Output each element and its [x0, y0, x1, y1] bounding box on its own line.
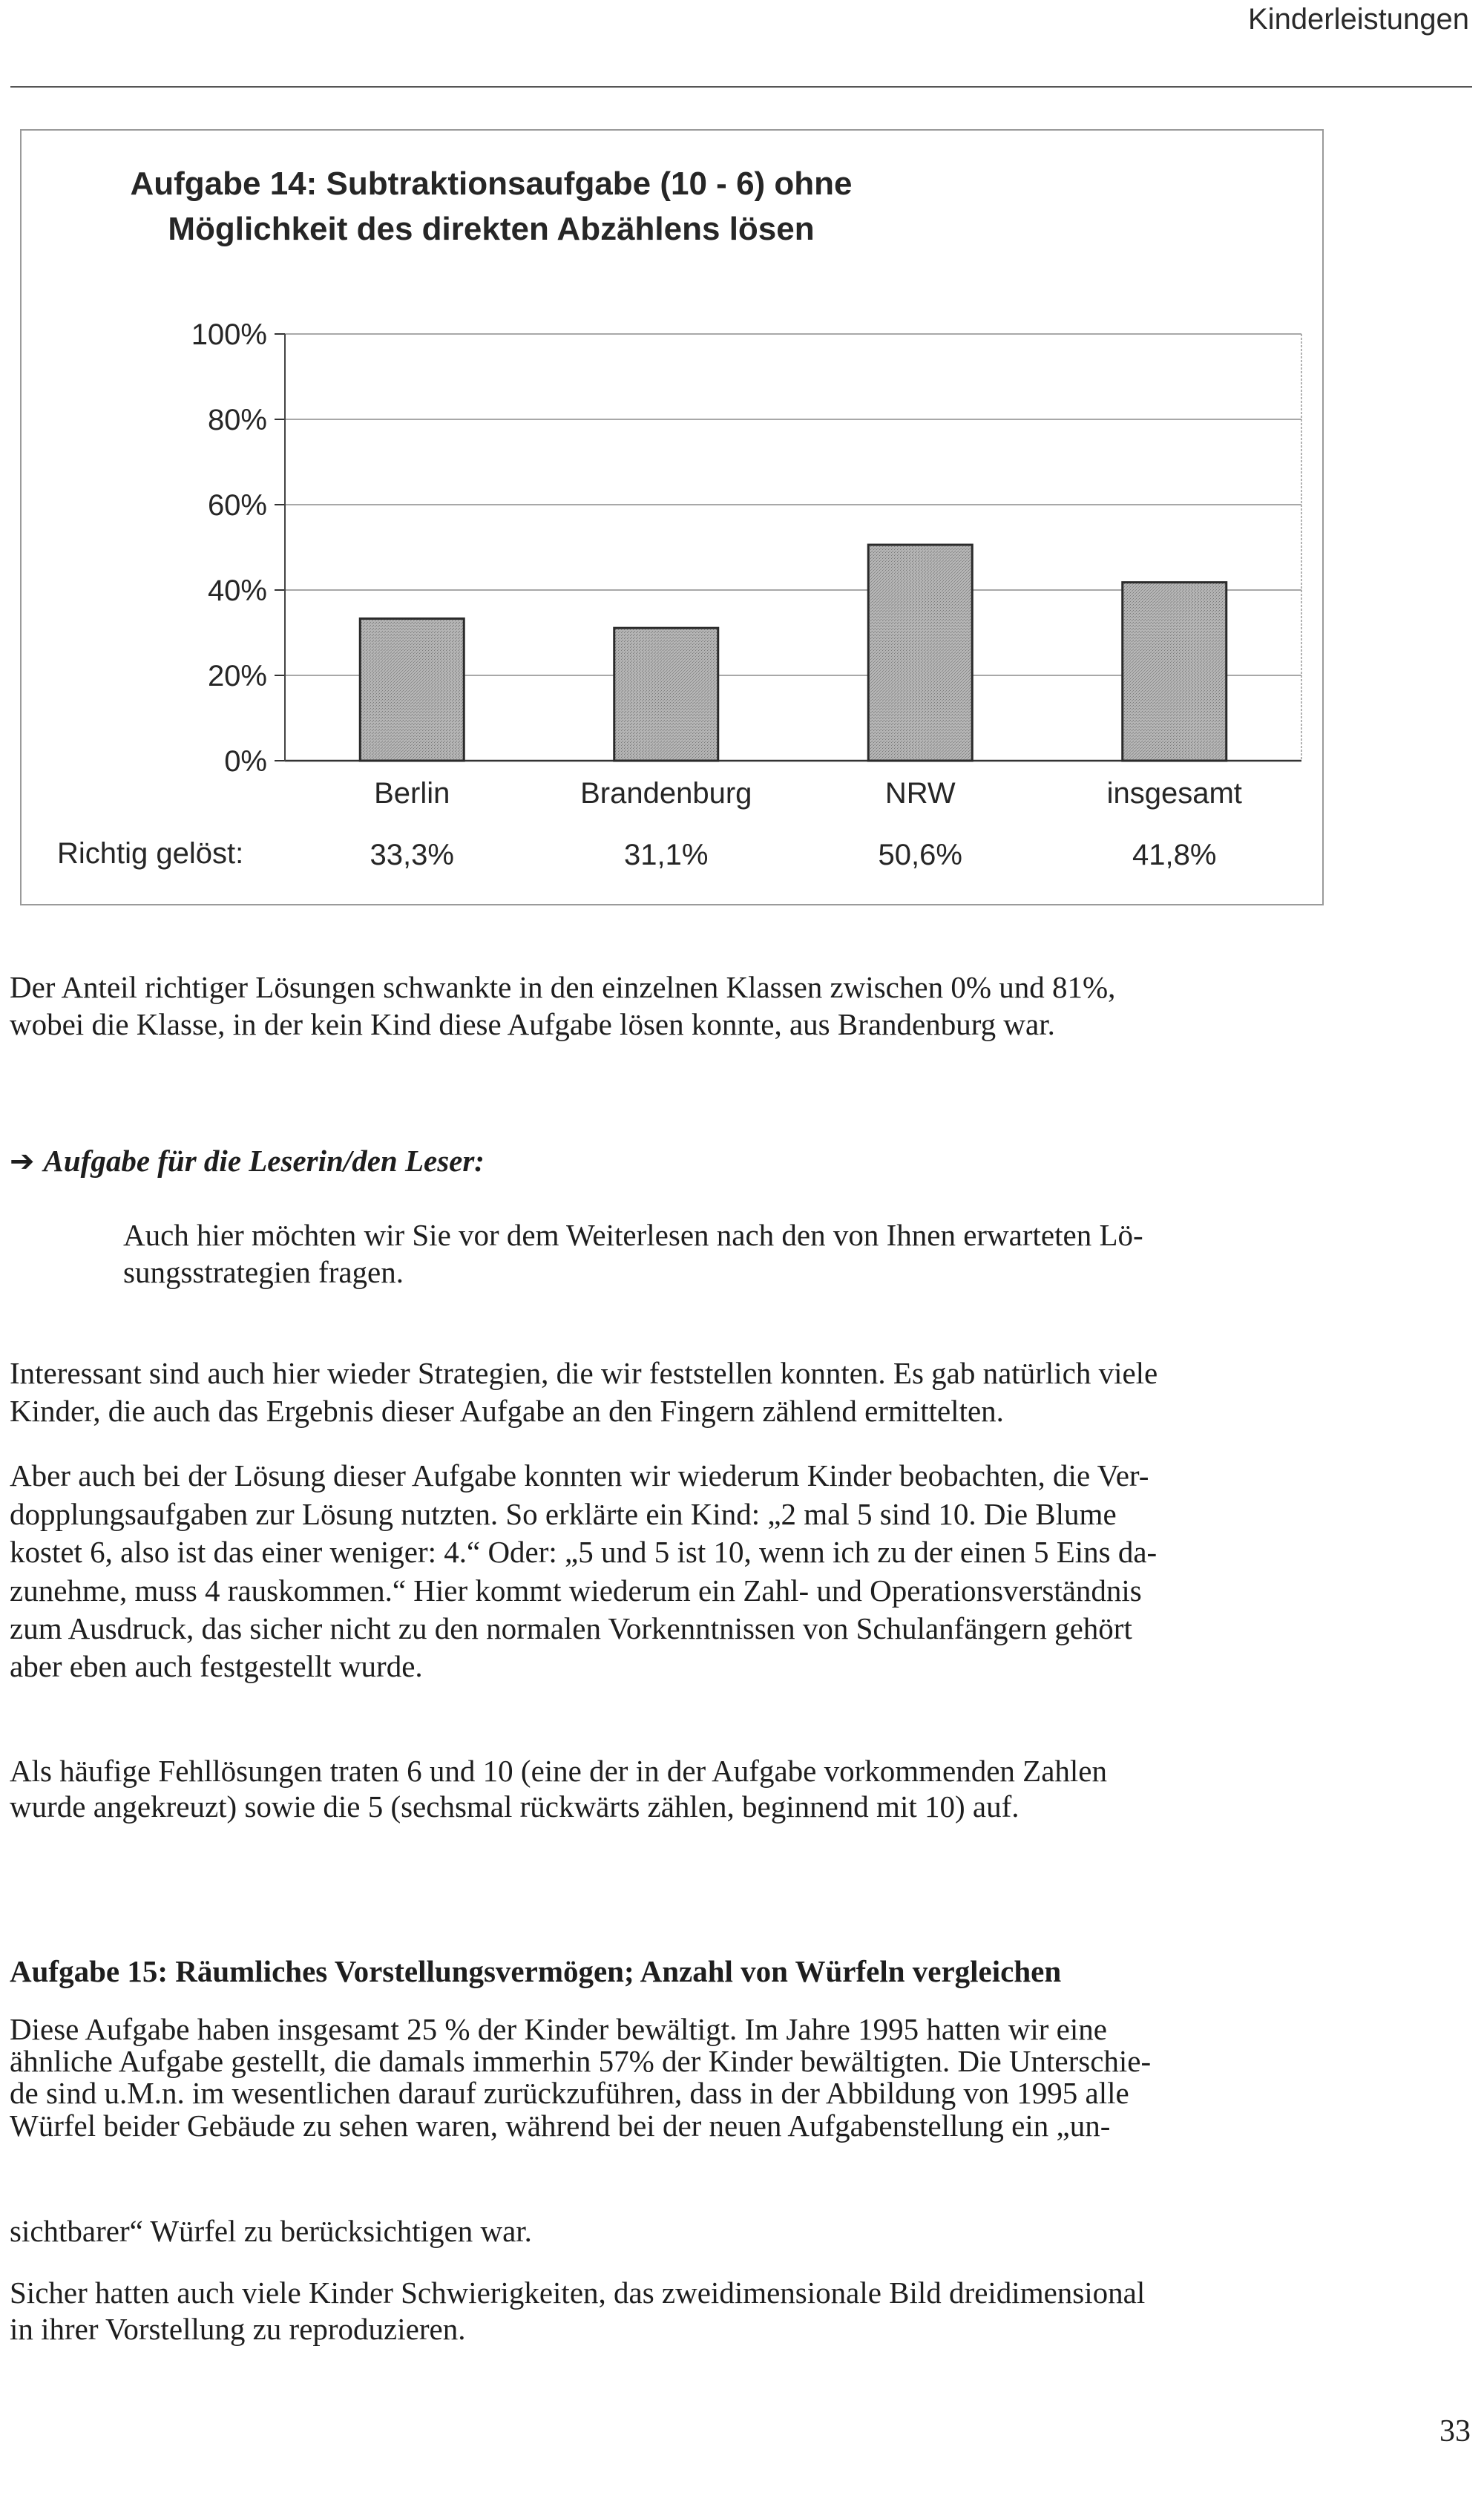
paragraph-5-line: de sind u.M.n. im wesentlichen darauf zurückzuführen, dass in der Abbildung von 1995 alle [10, 2076, 1129, 2110]
category-label: Brandenburg [580, 777, 752, 810]
paragraph-5-line: ähnliche Aufgabe gestellt, die damals immerhin 57% der Kinder bewältigten. Die Unterschie- [10, 2044, 1152, 2078]
reader-task-heading [10, 1143, 485, 1179]
category-label: NRW [884, 777, 956, 810]
header-divider [10, 86, 1472, 88]
chart-frame [20, 129, 1324, 905]
paragraph-4-line: wurde angekreuzt) sowie die 5 (sechsmal rückwärts zählen, beginnend mit 10) auf. [10, 1789, 1020, 1824]
value-label: 41,8% [1132, 839, 1217, 871]
section-heading: Aufgabe 15: Räumliches Vorstellungsvermögen; Anzahl von Würfeln vergleichen [10, 1954, 1062, 1988]
category-label: Berlin [374, 777, 450, 810]
y-tick-label: 20% [207, 660, 267, 692]
bar-berlin [360, 619, 464, 761]
paragraph-3-line: zunehme, muss 4 rauskommen.“ Hier kommt wiederum ein Zahl- und Operationsverständnis [10, 1573, 1142, 1608]
value-label: 33,3% [370, 839, 454, 871]
paragraph-2-line: Kinder, die auch das Ergebnis dieser Aufgabe an den Fingern zählend ermittelten. [10, 1394, 1004, 1428]
bar-insgesamt [1123, 583, 1227, 761]
chart-title-line-2: Möglichkeit des direkten Abzählens lösen [168, 211, 815, 247]
bar-nrw [868, 545, 972, 761]
y-tick-label: 80% [207, 404, 267, 436]
paragraph-4-line: Als häufige Fehllösungen traten 6 und 10 (eine der in der Aufgabe vorkommenden Zahlen [10, 1754, 1108, 1788]
paragraph-3-line: dopplungsaufgaben zur Lösung nutzten. So erklärte ein Kind: „2 mal 5 sind 10. Die Blume [10, 1497, 1117, 1531]
chart-title-line-1: Aufgabe 14: Subtraktionsaufgabe (10 - 6) ohne [130, 166, 853, 202]
paragraph-1-line: Der Anteil richtiger Lösungen schwankte in den einzelnen Klassen zwischen 0% und 81%, [10, 970, 1116, 1004]
y-tick-label: 60% [207, 489, 267, 522]
bar-chart [22, 131, 1325, 907]
reader-task-line: Auch hier möchten wir Sie vor dem Weiterlesen nach den von Ihnen erwarteten Lö- [123, 1218, 1143, 1252]
value-label: 31,1% [624, 839, 709, 871]
paragraph-6-line: Sicher hatten auch viele Kinder Schwierigkeiten, das zweidimensionale Bild dreidimensional [10, 2276, 1146, 2310]
page-number: 33 [1439, 2414, 1471, 2448]
arrow-right-icon: ➔ [10, 1144, 35, 1179]
value-row-label: Richtig gelöst: [57, 837, 244, 870]
paragraph-3-line: Aber auch bei der Lösung dieser Aufgabe konnten wir wiederum Kinder beobachten, die Ver- [10, 1458, 1149, 1493]
paragraph-5-line: Diese Aufgabe haben insgesamt 25 % der Kinder bewältigt. Im Jahre 1995 hatten wir eine [10, 2012, 1107, 2046]
reader-task-heading-text: Aufgabe für die Leserin/den Leser: [43, 1144, 485, 1178]
category-label: insgesamt [1106, 777, 1242, 810]
paragraph-1-line: wobei die Klasse, in der kein Kind diese Aufgabe lösen konnte, aus Brandenburg war. [10, 1007, 1055, 1041]
paragraph-3-line: zum Ausdruck, das sicher nicht zu den normalen Vorkenntnissen von Schulanfängern gehört [10, 1611, 1132, 1645]
paragraph-6-line: in ihrer Vorstellung zu reproduzieren. [10, 2312, 466, 2346]
running-header: Kinderleistungen [1248, 3, 1469, 36]
paragraph-3-line: kostet 6, also ist das einer weniger: 4.“ Oder: „5 und 5 ist 10, wenn ich zu der einen 5 Eins da- [10, 1535, 1158, 1569]
paragraph-3-line: aber eben auch festgestellt wurde. [10, 1649, 423, 1683]
paragraph-2-line: Interessant sind auch hier wieder Strategien, die wir feststellen konnten. Es gab natürlich viele [10, 1356, 1158, 1390]
paragraph-5-line: sichtbarer“ Würfel zu berücksichtigen war. [10, 2214, 532, 2248]
value-label: 50,6% [878, 839, 962, 871]
y-tick-label: 0% [224, 745, 267, 778]
y-tick-label: 100% [191, 318, 267, 351]
bar-brandenburg [614, 628, 718, 761]
y-tick-label: 40% [207, 574, 267, 607]
paragraph-5-line: Würfel beider Gebäude zu sehen waren, während bei der neuen Aufgabenstellung ein „un- [10, 2109, 1111, 2143]
reader-task-line: sungsstrategien fragen. [123, 1255, 404, 1289]
